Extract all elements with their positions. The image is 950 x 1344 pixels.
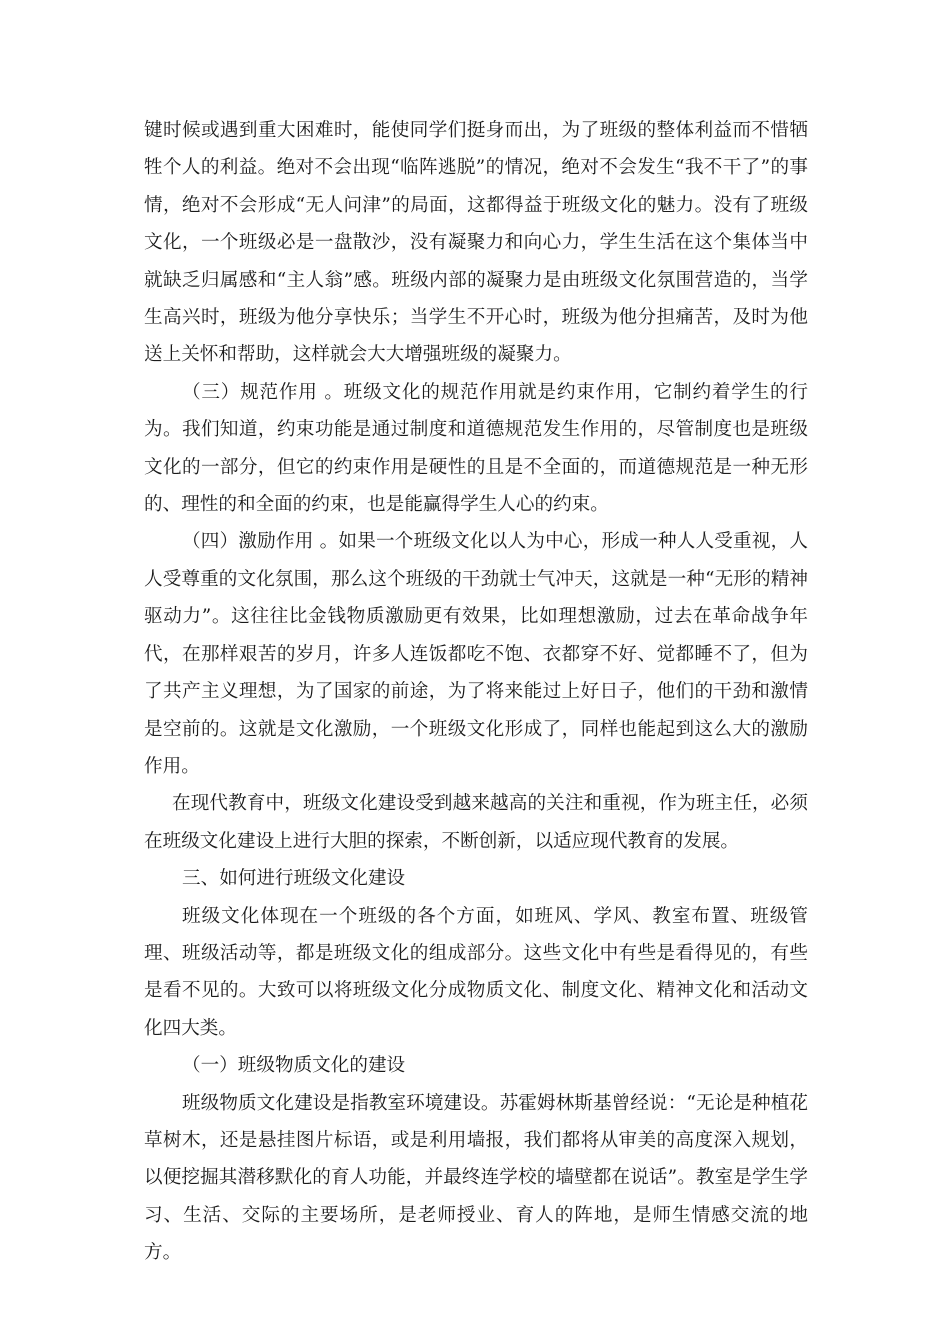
document-body xyxy=(144,112,808,1272)
subsection-heading-material-culture: （一）班级物质文化的建设 xyxy=(182,1055,406,1077)
paragraph-culture-categories: 班级文化体现在一个班级的各个方面，如班风、学风、教室布置、班级管理、班级活动等，都是班级文化的组成部分。这些文化中有些是看得见的，有些是看不见的。大致可以将班级文化分成物质文化、制度文化、精神文化和活动文化四大类。 xyxy=(144,905,808,1039)
paragraph-normative-role: （三）规范作用 。班级文化的规范作用就是约束作用，它制约着学生的行为。我们知道，约束功能是通过制度和道德规范发生作用的，尽管制度也是班级文化的一部分，但它的约束作用是硬性的且是不全面的，而道德规范是一种无形的、理性的和全面的约束，也是能赢得学生人心的约束。 xyxy=(144,381,808,516)
paragraph-material-culture: 班级物质文化建设是指教室环境建设。苏霍姆林斯基曾经说：“无论是种植花草树木，还是悬挂图片标语，或是利用墙报，我们都将从审美的高度深入规划，以便挖掘其潜移默化的育人功能，并最终连学校的墙壁都在说话”。教室是学生学习、生活、交际的主要场所，是老师授业、育人的阵地，是师生情感交流的地方。 xyxy=(144,1092,808,1264)
section-heading-how-to-build: 三、如何进行班级文化建设 xyxy=(182,868,406,890)
paragraph-cohesion-continued: 键时候或遇到重大困难时，能使同学们挺身而出，为了班级的整体利益而不惜牺牲个人的利益。绝对不会出现“临阵逃脱”的情况，绝对不会发生“我不干了”的事情，绝对不会形成“无人问津”的局面，这都得益于班级文化的魅力。没有了班级文化，一个班级必是一盘散沙，没有凝聚力和向心力，学生生活在这个集体当中就缺乏归属感和“主人翁”感。班级内部的凝聚力是由班级文化氛围营造的，当学生高兴时，班级为他分享快乐；当学生不开心时，班级为他分担痛苦，及时为他送上关怀和帮助，这样就会大大增强班级的凝聚力。 xyxy=(144,120,808,366)
paragraph-incentive-role: （四）激励作用 。如果一个班级文化以人为中心，形成一种人人受重视，人人受尊重的文化氛围，那么这个班级的干劲就士气冲天，这就是一种“无形的精神驱动力”。这往往比金钱物质激励更有效果，比如理想激励，过去在革命战争年代，在那样艰苦的岁月，许多人连饭都吃不饱、衣都穿不好、觉都睡不了，但为了共产主义理想，为了国家的前途，为了将来能过上好日子，他们的干劲和激情是空前的。这就是文化激励，一个班级文化形成了，同样也能起到这么大的激励作用。 xyxy=(144,531,808,777)
paragraph-modern-education: 在现代教育中，班级文化建设受到越来越高的关注和重视，作为班主任，必须在班级文化建设上进行大胆的探索，不断创新，以适应现代教育的发展。 xyxy=(144,793,808,852)
